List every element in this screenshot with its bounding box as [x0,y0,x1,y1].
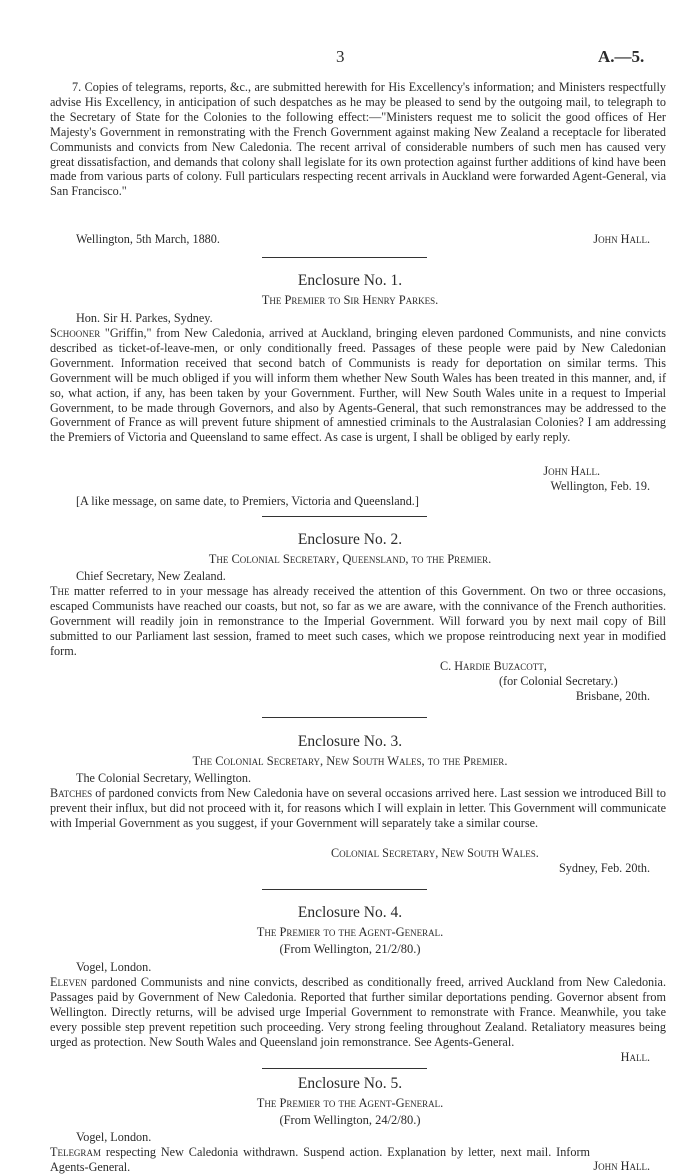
enclosure-5-body [50,1145,590,1175]
enclosure-1-addressee: Hon. Sir H. Parkes, Sydney. [76,311,213,325]
section-divider [262,1068,427,1069]
enclosure-5-subtitle: The Premier to the Agent-General. [256,1096,444,1110]
page-number: 3 [336,47,345,66]
enclosure-4-lead: Eleven [50,975,87,989]
paragraph-7-text: 7. Copies of telegrams, reports, &c., are submitted herewith for His Excellency's information; and Ministers respectfully advise His Excellency, in anticipation of such despatches as he may be pleased to send by the outgoing mail, to telegraph to the Secretary of State for the Colonies to the following effect:—"Ministers request me to solicit the good offices of Her Majesty's Government in remonstrating with the French Government against making New Zealand a receptacle for liberated Communists and convicts from New Caledonia. The recent arrival of considerable numbers of such men has caused very great dissatisfaction, and demands that colony shall legislate for its own protection against further additions of kind have been made from various parts of colony. Full particulars respecting recent arrivals in Auckland were forwarded Agent-General, via San Francisco." [50,80,666,199]
enclosure-3-body [50,786,666,831]
enclosure-3-addressee: The Colonial Secretary, Wellington. [76,771,252,785]
enclosure-5-lead: Telegram [50,1145,101,1159]
enclosure-3-place-date: Sydney, Feb. 20th. [559,861,650,875]
enclosure-2-signature: C. Hardie Buzacott, [440,659,547,673]
enclosure-1-text: "Griffin," from New Caledonia, arrived at Auckland, bringing eleven pardoned Communists, and nine convicts described as ticket-of-leave-men, or only conditionally freed. Passages of these people were paid by New Caledonian Government. Information received that second batch of Communists is ready for deportation on similar terms. This Government will be much obliged if you will inform them whether New South Wales has been treated in this manner, and, if so, what action, if any, has been taken by your Government. Further, will New South Wales unite in a request to Imperial Government, to be made through Governors, and also by Agents-General, that such remonstrances may be addressed to the Government of France as will prevent future shipment of amnestied criminals to the Australasian Colonies? I am addressing the Premiers of Victoria and Queensland to same effect. As case is urgent, I shall be obliged by early reply. [50,326,666,445]
enclosure-1-lead: Schooner [50,326,101,340]
enclosure-2-subtitle: The Colonial Secretary, Queensland, to the Premier. [208,552,492,566]
enclosure-1-place-date: Wellington, Feb. 19. [550,479,650,493]
enclosure-2-title: Enclosure No. 2. [297,531,403,548]
enclosure-1-subtitle: The Premier to Sir Henry Parkes. [261,293,439,307]
section-divider [262,257,427,258]
enclosure-3-lead: Batches [50,786,93,800]
enclosure-4-subtitle: The Premier to the Agent-General. [256,925,444,939]
enclosure-2-addressee: Chief Secretary, New Zealand. [76,569,226,583]
enclosure-3-text: of pardoned convicts from New Caledonia have on several occasions arrived here. Last session we introduced Bill to prevent their influx, but did not proceed with it, for reasons which I will explain in letter. This Government will communicate with Imperial Government as you suggest, if your Government will separately take a similar course. [50,786,667,830]
enclosure-4-title: Enclosure No. 4. [297,904,403,921]
enclosure-4-signature: Hall. [620,1050,650,1064]
enclosure-3-title: Enclosure No. 3. [297,733,403,750]
enclosure-3-subtitle: The Colonial Secretary, New South Wales, to the Premier. [192,754,508,768]
enclosure-2-signature-note: (for Colonial Secretary.) [499,674,618,688]
document-reference: A.—5. [598,47,645,66]
section-divider [262,717,427,718]
enclosure-2-body [50,584,666,659]
enclosure-5-title: Enclosure No. 5. [297,1075,403,1092]
paragraph-7-signature: John Hall. [593,232,650,246]
enclosure-5-addressee: Vogel, London. [76,1130,152,1144]
section-divider [262,889,427,890]
enclosure-4-from: (From Wellington, 21/2/80.) [279,942,421,956]
enclosure-1-note: [A like message, on same date, to Premiers, Victoria and Queensland.] [76,494,419,508]
enclosure-4-text: pardoned Communists and nine convicts, described as conditionally freed, arrived Auckland from New Caledonia. Passages paid by Government of New Caledonia. Reported that further similar deportations pending. Governor absent from Wellington. Directly returns, will be advised urge Imperial Government to remonstrate with France. Meanwhile, you take every possible step prevent repetition such proceeding. Very strong feeling throughout Zealand. Retaliatory measures being urged as protection. New South Wales and Queensland join remonstrance. See Agents-General. [50,975,666,1049]
enclosure-1-signature: John Hall. [543,464,600,478]
enclosure-2-place-date: Brisbane, 20th. [575,689,650,703]
enclosure-2-lead: The [50,584,70,598]
enclosure-4-body [50,975,666,1050]
paragraph-7-date: Wellington, 5th March, 1880. [76,232,220,246]
enclosure-1-title: Enclosure No. 1. [297,272,403,289]
enclosure-5-signature: John Hall. [593,1159,650,1173]
enclosure-4-addressee: Vogel, London. [76,960,152,974]
enclosure-5-text: respecting New Caledonia withdrawn. Suspend action. Explanation by letter, next mail. Inform Agents-General. [50,1145,591,1174]
paragraph-7 [50,80,666,199]
enclosure-5-from: (From Wellington, 24/2/80.) [279,1113,421,1127]
enclosure-1-body [50,326,666,445]
section-divider [262,516,427,517]
enclosure-3-signature: Colonial Secretary, New South Wales. [331,846,539,860]
enclosure-2-text: matter referred to in your message has already received the attention of this Government. On two or three occasions, escaped Communists have reached our coasts, but not, so far as we are aware, with the connivance of the French authorities. Government will readily join in remonstrance to the Imperial Government. Will forward you by next mail copy of Bill submitted to our Parliament last session, framed to meet such cases, which we propose reintroducing next year in modified form. [50,584,667,658]
